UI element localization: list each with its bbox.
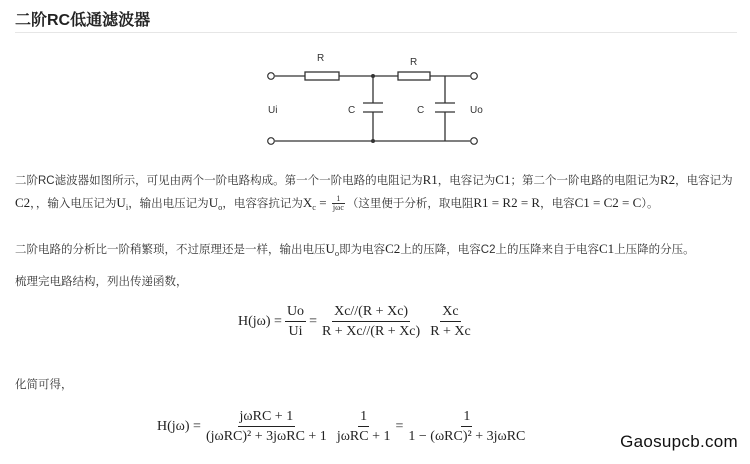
formula1-fraction-2: $\frac{Xc//(R + Xc)}{R + Xc//(R + Xc)}$ (321, 304, 421, 339)
resistor-r2 (398, 72, 430, 80)
terminal-in-bottom (268, 138, 275, 145)
formula1-lhs: H(jω) = (238, 314, 282, 329)
formula2-fraction-2: $\frac{1}{\text{jωRC + 1}}$ (336, 409, 391, 444)
site-watermark: Gaosupcb.com (620, 432, 738, 451)
terminal-out-top (471, 73, 478, 80)
formula2-lhs: H(jω) = (157, 419, 201, 434)
r2-label: R (410, 57, 418, 68)
c2-label: C (417, 105, 425, 116)
junction-dot (371, 139, 375, 143)
paragraph-simplify: 化简可得， (15, 379, 73, 391)
transfer-function-formula: H(jω) = $\frac{Uo}{Ui}$ = $\frac{Xc//(R + Xc)}{R + Xc//(R + Xc)}$ $\frac{Xc}{R + Xc}$ (238, 304, 471, 339)
junction-dot (371, 74, 375, 78)
circuit-diagram (0, 0, 750, 160)
page-title: 二阶RC低通滤波器 (15, 12, 151, 29)
c1-label: C (348, 105, 356, 116)
terminal-out-bottom (471, 138, 478, 145)
simplified-formula: H(jω) = $\frac{\text{jωRC + 1}}{\text{(jωRC)² + 3jωRC + 1}}$ $\frac{1}{\text{jωRC + 1}}$ = $\frac{1}{\text{1 − (ωRC)² + 3jωRC}}$ (157, 409, 526, 444)
formula1-fraction-1: $\frac{Uo}{Ui}$ (286, 304, 305, 339)
input-voltage-label: Ui (268, 105, 278, 116)
r1-label: R (317, 53, 325, 64)
paragraph-transfer-intro: 梳理完电路结构，列出传递函数， (15, 276, 188, 288)
formula2-fraction-1: $\frac{\text{jωRC + 1}}{\text{(jωRC)² + 3jωRC + 1}}$ (205, 409, 327, 444)
output-voltage-label: Uo (470, 105, 483, 116)
paragraph-circuit-description: 二阶RC滤波器如图所示，可见由两个一阶电路构成。第一个一阶电路的电阻记为R1，电容记为C1；第二个一阶电路的电阻记为R2，电容记为C2，，输入电压记为$U_i$，输出电压记为$U_o$，电容容抗记为$X_c$ = 1 jωc （这里便于分析，取电阻R1 = R2 = R，电容C1 = C2 = C）。 (15, 172, 733, 213)
reactance-fraction: 1 jωc (332, 194, 344, 213)
terminal-in-top (268, 73, 275, 80)
paragraph-analysis: 二阶电路的分析比一阶稍繁琐，不过原理还是一样，输出电压$U_o$即为电容C2上的压降，电容C2上的压降来自于电容C1上压降的分压。 (15, 241, 695, 258)
resistor-r1 (305, 72, 339, 80)
formula1-fraction-3: $\frac{Xc}{R + Xc}$ (430, 304, 471, 339)
formula2-fraction-3: $\frac{1}{\text{1 − (ωRC)² + 3jωRC}}$ (408, 409, 526, 444)
